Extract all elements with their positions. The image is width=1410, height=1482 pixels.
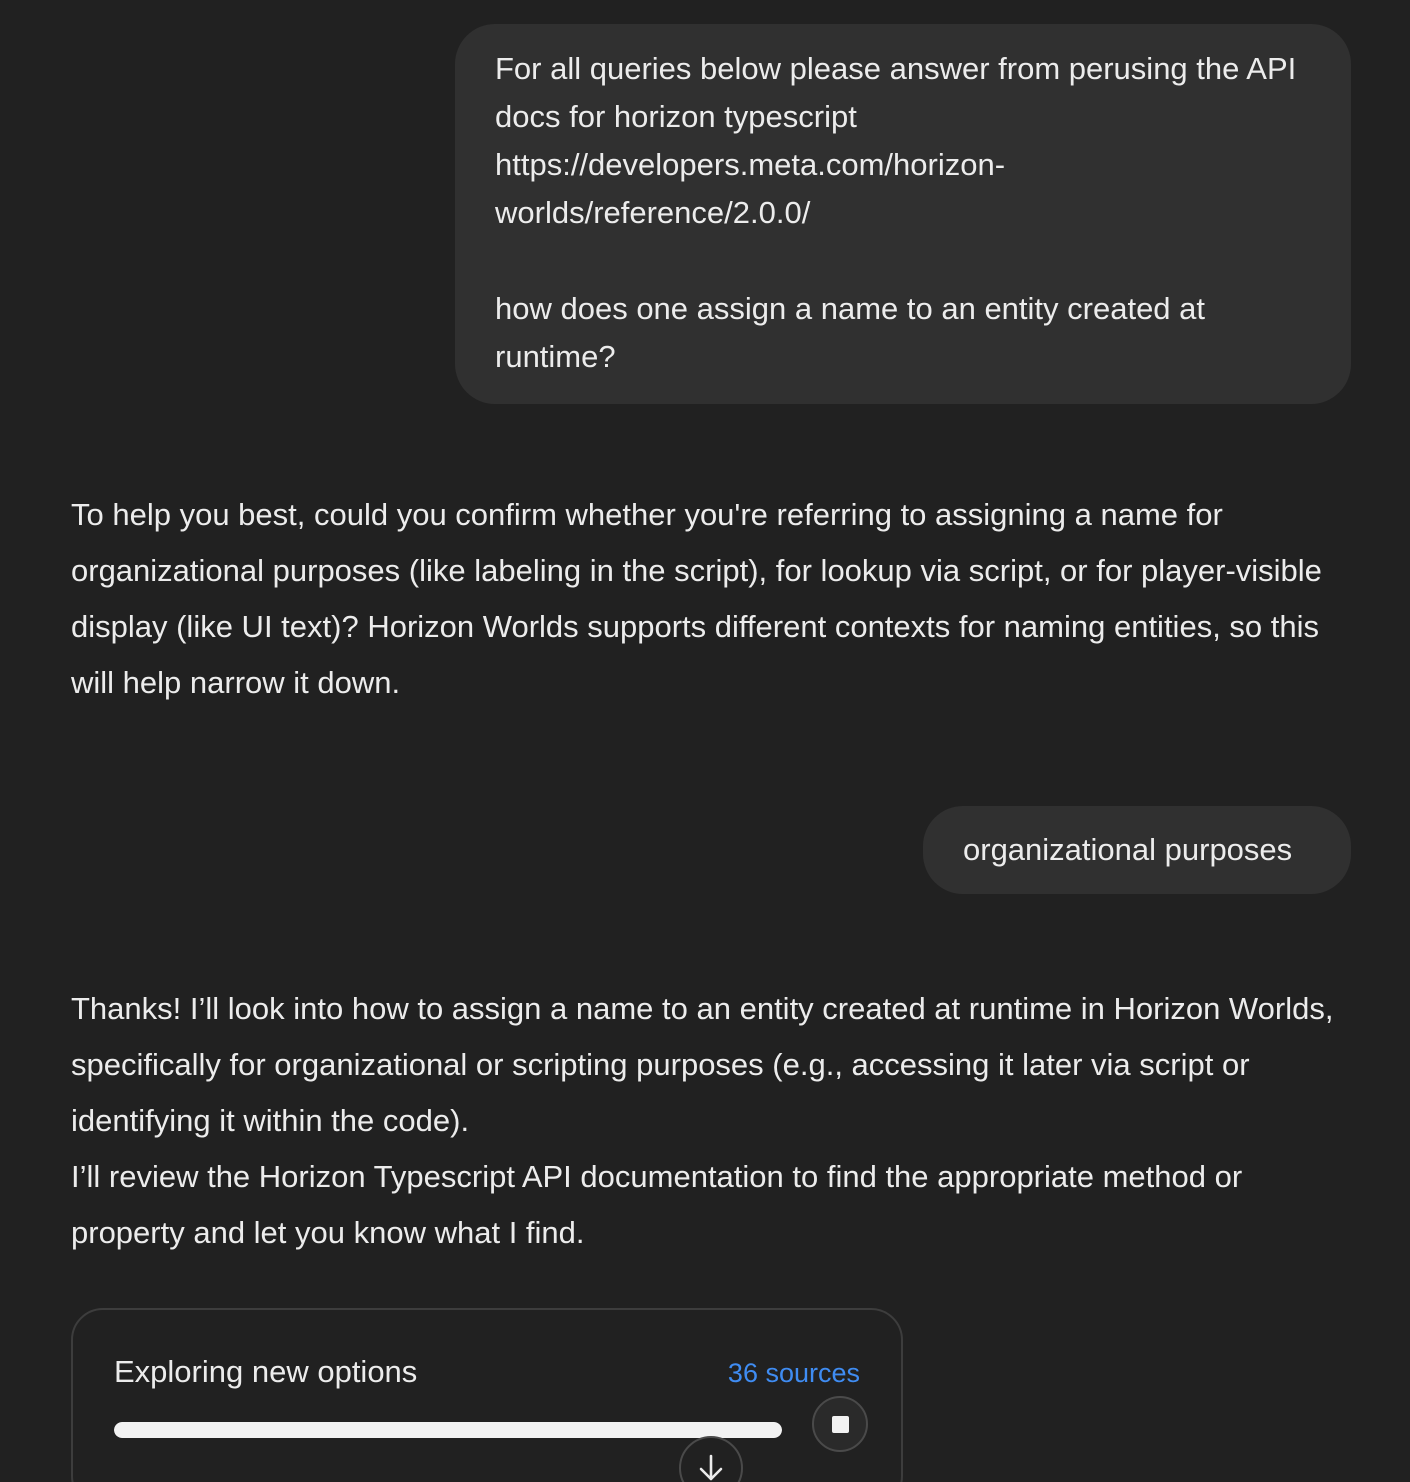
assistant-paragraph: I’ll review the Horizon Typescript API documentation to find the appropriate method or property and let you know what I find. (71, 1159, 1243, 1250)
user-message-bubble (455, 24, 1351, 404)
user-message-text: organizational purposes (963, 832, 1293, 867)
user-message-text: For all queries below please answer from perusing the API docs for horizon typescript https://developers.meta.com/horizon- worlds/reference/2.0.0/ how does one assign a name to an entity created at runtime? (495, 51, 1297, 374)
progress-bar-fill (114, 1422, 782, 1438)
assistant-message (71, 487, 1341, 711)
research-status-title: Exploring new options (114, 1354, 418, 1389)
assistant-message-text: To help you best, could you confirm whether you're referring to assigning a name for organizational purposes (like labeling in the script), for lookup via script, or for player-visible display (like UI text)? Horizon Worlds supports different contexts for naming entities, so this will help narrow it down. (71, 497, 1322, 700)
stop-square-icon (832, 1416, 849, 1433)
assistant-message (71, 981, 1341, 1261)
user-message-bubble (923, 806, 1351, 894)
research-progress-card (71, 1308, 903, 1482)
assistant-paragraph: Thanks! I’ll look into how to assign a name to an entity created at runtime in Horizon Worlds, specifically for organizational or scripting purposes (e.g., accessing it later via script or identifying it within the code). (71, 991, 1334, 1138)
sources-link[interactable]: 36 sources (727, 1358, 860, 1388)
stop-button[interactable] (812, 1396, 868, 1452)
arrow-down-icon (696, 1453, 726, 1482)
progress-bar (114, 1422, 782, 1438)
